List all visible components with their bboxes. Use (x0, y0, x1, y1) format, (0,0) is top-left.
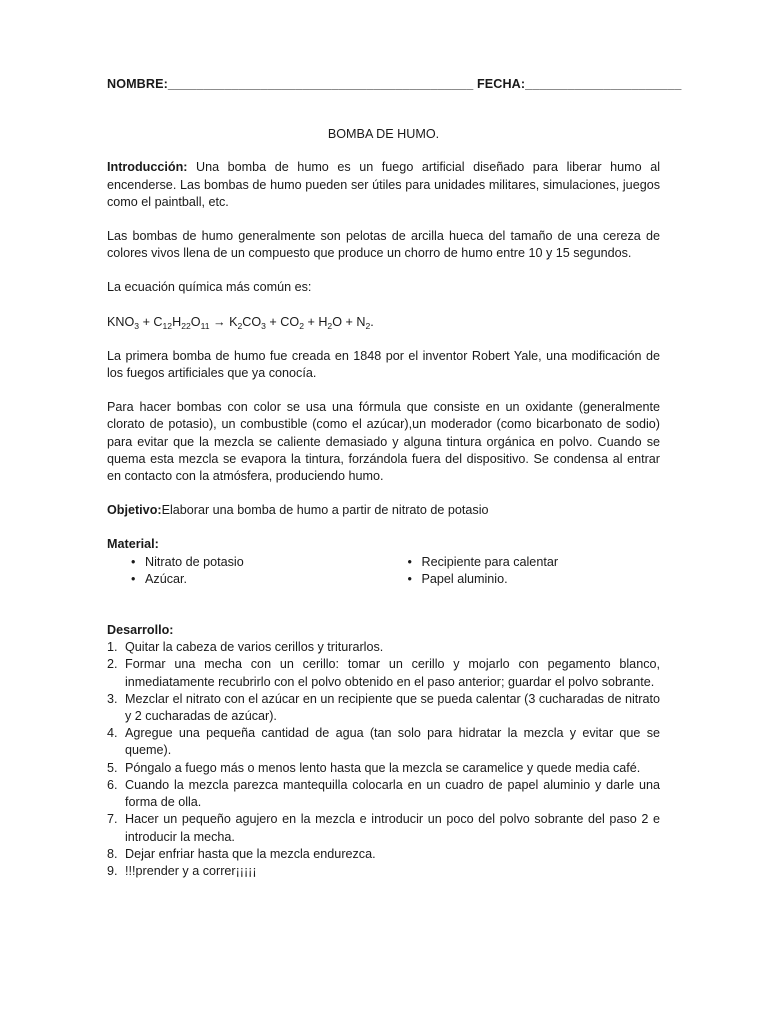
bullet-icon: • (131, 571, 136, 586)
eq-subscript: 12 (162, 320, 173, 331)
step-number: 5. (107, 760, 118, 775)
eq-subscript: 3 (261, 320, 266, 331)
list-item (107, 725, 660, 759)
name-label: NOMBRE: (107, 77, 168, 91)
bullet-icon: • (407, 571, 412, 586)
header-line (107, 76, 682, 93)
eq-term: + CO (265, 314, 300, 329)
list-item (384, 571, 661, 588)
chemical-equation (107, 314, 660, 331)
step-text: Quitar la cabeza de varios cerillos y triturarlos. (125, 640, 384, 655)
step-number: 6. (107, 777, 118, 792)
material-heading (107, 536, 660, 553)
eq-subscript: 2 (365, 320, 371, 331)
date-label: FECHA: (476, 77, 526, 91)
document-page (107, 76, 682, 880)
step-number: 9. (107, 863, 118, 878)
list-item (107, 863, 660, 880)
eq-subscript: 2 (327, 320, 333, 331)
intro-label: Introducción: (107, 160, 188, 175)
list-item (107, 811, 660, 845)
material-item: Recipiente para calentar (421, 554, 559, 569)
step-number: 4. (107, 726, 118, 741)
paragraph-clay-balls: Las bombas de humo generalmente son pelotas de arcilla hueca del tamaño de una cereza de colores vivos llena de un compuesto que produce un chorro de humo entre 10 y 15 segundos. (107, 229, 660, 261)
step-number: 8. (107, 846, 118, 861)
material-label: Material: (107, 537, 159, 552)
list-item (107, 571, 384, 588)
arrow-icon: → (209, 314, 230, 329)
date-blank: ______________________ (525, 77, 682, 91)
development-steps (107, 639, 660, 880)
list-item (107, 656, 660, 690)
material-item: Azúcar. (145, 571, 187, 586)
eq-subscript: 2 (299, 320, 304, 331)
list-item (107, 777, 660, 811)
eq-term: K (229, 314, 238, 329)
development-label: Desarrollo: (107, 623, 174, 638)
list-item (107, 639, 660, 656)
material-list (107, 554, 660, 588)
step-number: 2. (107, 657, 118, 672)
list-item (107, 691, 660, 725)
step-number: 3. (107, 691, 118, 706)
eq-subscript: 22 (181, 320, 191, 331)
intro-text: Una bomba de humo es un fuego artificial diseñado para liberar humo al encenderse. Las bombas de humo pueden ser útiles para unidades militares, simulaciones, juegos como el paintball, etc. (107, 160, 660, 209)
list-item (107, 846, 660, 863)
step-text: Dejar enfriar hasta que la mezcla endurezca. (125, 846, 376, 861)
paragraph-color-formula: Para hacer bombas con color se usa una fórmula que consiste en un oxidante (generalmente clorato de potasio), un combustible (como el azúcar),un moderador (como bicarbonato de sodio) para evitar que la mezcla se caliente demasiado y alguna tintura orgánica en polvo. Cuando se quema esta mezcla se evapora la tintura, forzándola fuera del dispositivo. Se condensa al entrar en contacto con la atmósfera, produciendo humo. (107, 400, 660, 484)
bullet-icon: • (407, 554, 412, 569)
list-item (107, 760, 660, 777)
step-text: Formar una mecha con un cerillo: tomar un cerillo y mojarlo con pegamento blanco, inmediatamente recubrirlo con el polvo obtenido en el paso anterior; guardar el polvo sobrante. (125, 657, 660, 689)
objective-label: Objetivo: (107, 503, 162, 518)
equation-intro: La ecuación química más común es: (107, 280, 312, 295)
step-text: Agregue una pequeña cantidad de agua (tan solo para hidratar la mezcla y evitar que se queme). (125, 726, 660, 758)
objective-paragraph (107, 502, 660, 519)
objective-text: Elaborar una bomba de humo a partir de nitrato de potasio (161, 503, 489, 518)
step-text: Cuando la mezcla parezca mantequilla colocarla en un cuadro de papel aluminio y darle una forma de olla. (125, 777, 660, 810)
step-text: Mezclar el nitrato con el azúcar en un recipiente que se pueda calentar (3 cucharadas de nitrato y 2 cucharadas de azúcar). (125, 691, 660, 724)
material-item: Papel aluminio. (421, 571, 508, 586)
eq-term: O + N (332, 314, 366, 329)
eq-subscript: 2 (237, 320, 243, 331)
page-title: BOMBA DE HUMO. (327, 127, 440, 142)
eq-term: KNO (107, 314, 135, 329)
step-number: 1. (107, 640, 118, 655)
eq-subscript: 3 (134, 320, 140, 331)
step-text: Hacer un pequeño agujero en la mezcla e introducir un poco del polvo sobrante del paso 2 e introducir la mecha. (125, 812, 660, 844)
eq-subscript: 11 (200, 320, 210, 331)
eq-term: H (172, 314, 182, 329)
name-blank: ___________________________________________ (167, 77, 474, 91)
list-item (107, 554, 384, 571)
development-heading (107, 622, 660, 639)
bullet-icon: • (131, 554, 136, 569)
list-item (384, 554, 661, 571)
eq-term: + H (303, 314, 328, 329)
material-item: Nitrato de potasio (145, 554, 244, 569)
material-column-right (384, 554, 661, 588)
paragraph-history: La primera bomba de humo fue creada en 1848 por el inventor Robert Yale, una modificación de los fuegos artificiales que ya conocía. (107, 348, 660, 381)
eq-term: CO (242, 314, 262, 329)
intro-paragraph (107, 159, 660, 211)
eq-term: . (370, 314, 374, 329)
eq-term: O (190, 314, 201, 329)
step-text: !!!prender y a correr¡¡¡¡¡ (125, 863, 257, 878)
step-text: Póngalo a fuego más o menos lento hasta que la mezcla se caramelice y quede media café. (125, 760, 641, 775)
material-column-left (107, 554, 384, 588)
eq-term: + C (139, 314, 163, 329)
step-number: 7. (107, 812, 118, 827)
